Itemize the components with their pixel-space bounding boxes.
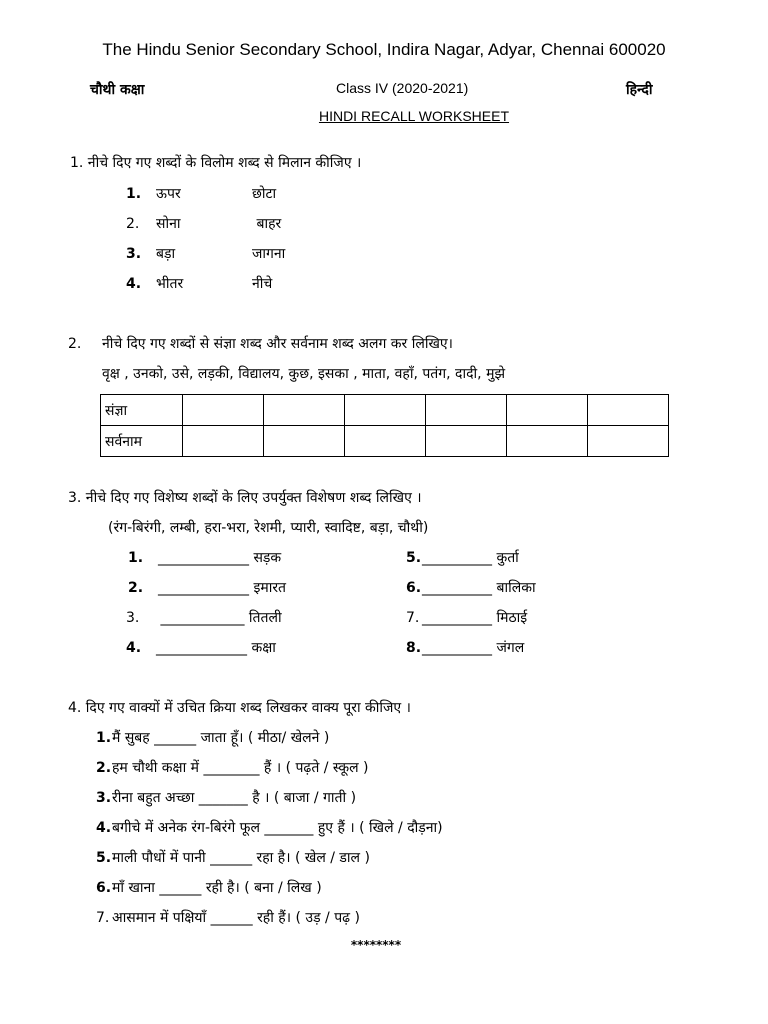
q4-sentence-num: 6.	[96, 880, 112, 896]
answer-cell[interactable]	[345, 395, 426, 426]
subject: हिन्दी	[626, 82, 653, 98]
worksheet-title	[0, 108, 768, 124]
q4-sentence-text: आसमान में पक्षियाँ ______ रही हैं। ( उड़ / पढ़ )	[112, 910, 360, 926]
q2-prompt: नीचे दिए गए शब्दों से संज्ञा शब्द और सर्वनाम शब्द अलग कर लिखिए।	[102, 336, 453, 352]
answer-cell[interactable]	[264, 426, 345, 457]
q4-sentence-text: माली पौधों में पानी ______ रहा है। ( खेल / डाल )	[112, 850, 370, 866]
q3-item-text: _____________ सड़क	[158, 550, 282, 566]
q3-item-text: _____________ कक्षा	[156, 640, 276, 656]
noun-pronoun-table	[100, 394, 669, 457]
q2-word-list: वृक्ष , उनको, उसे, लड़की, विद्यालय, कुछ, इसका , माता, वहाँ, पतंग, दादी, मुझे	[102, 366, 506, 382]
q4-sentence-text: रीना बहुत अच्छा _______ है । ( बाजा / गाती )	[112, 790, 357, 806]
q3-item-text: _____________ इमारत	[158, 580, 287, 596]
q3-item-text: __________ मिठाई	[422, 610, 528, 626]
answer-cell[interactable]	[264, 395, 345, 426]
q3-prompt: 3. नीचे दिए गए विशेष्य शब्दों के लिए उपर्युक्त विशेषण शब्द लिखिए ।	[68, 490, 422, 506]
q4-sentence	[96, 728, 329, 747]
q1-item-num: 2.	[126, 216, 140, 232]
q1-item	[126, 274, 272, 293]
q4-sentence-num: 4.	[96, 820, 112, 836]
table-row	[101, 426, 669, 457]
q1-item	[126, 214, 281, 233]
q4-sentence	[96, 908, 360, 927]
q3-item-text: __________ जंगल	[422, 640, 525, 656]
q3-item-text: __________ बालिका	[422, 580, 536, 596]
q3-item-text: ____________ तितली	[156, 610, 282, 626]
answer-cell[interactable]	[183, 426, 264, 457]
q2-number: 2.	[68, 336, 82, 352]
q1-item-match: छोटा	[252, 186, 277, 202]
q1-item-num: 1.	[126, 186, 142, 202]
q3-fill-item	[126, 638, 276, 657]
q4-sentence-text: मैं सुबह ______ जाता हूँ। ( मीठा/ खेलने )	[112, 730, 330, 746]
answer-cell[interactable]	[426, 395, 507, 426]
q1-item-word: ऊपर	[156, 186, 181, 202]
q3-fill-item	[128, 548, 281, 567]
q3-item-num: 2.	[128, 580, 144, 596]
q4-sentence-num: 5.	[96, 850, 112, 866]
q3-fill-item	[406, 548, 519, 567]
answer-cell[interactable]	[588, 395, 669, 426]
q1-item-match: बाहर	[252, 216, 282, 232]
q1-item-word: भीतर	[156, 276, 184, 292]
q3-item-num: 1.	[128, 550, 144, 566]
table-row	[101, 395, 669, 426]
q1-item	[126, 184, 276, 203]
q3-options: (रंग-बिरंगी, लम्बी, हरा-भरा, रेशमी, प्यारी, स्वादिष्ट, बड़ा, चौथी)	[108, 520, 429, 536]
q3-item-num: 3.	[126, 610, 140, 626]
q3-fill-item	[406, 578, 536, 597]
q4-prompt: 4. दिए गए वाक्यों में उचित क्रिया शब्द लिखकर वाक्य पूरा कीजिए ।	[68, 700, 411, 716]
row-label-noun: संज्ञा	[101, 395, 183, 426]
q4-sentence-num: 7.	[96, 910, 110, 926]
q1-item-match: जागना	[252, 246, 286, 262]
q4-sentence-text: हम चौथी कक्षा में ________ हैं । ( पढ़ते / स्कूल )	[112, 760, 369, 776]
q4-sentence-num: 1.	[96, 730, 112, 746]
q1-item-num: 3.	[126, 246, 142, 262]
class-hindi: चौथी कक्षा	[90, 82, 145, 98]
q1-item-num: 4.	[126, 276, 142, 292]
answer-cell[interactable]	[588, 426, 669, 457]
row-label-pronoun: सर्वनाम	[101, 426, 183, 457]
q1-prompt: 1. नीचे दिए गए शब्दों के विलोम शब्द से मिलान कीजिए ।	[70, 155, 362, 171]
q4-sentence	[96, 878, 322, 897]
q1-item-match: नीचे	[252, 276, 273, 292]
answer-cell[interactable]	[345, 426, 426, 457]
school-name: The Hindu Senior Secondary School, Indira Nagar, Adyar, Chennai 600020	[102, 40, 666, 59]
worksheet-title-text: HINDI RECALL WORKSHEET	[318, 108, 510, 124]
q3-fill-item	[406, 608, 527, 627]
q3-fill-item	[128, 578, 286, 597]
q4-sentence	[96, 758, 369, 777]
end-mark: ********	[350, 938, 402, 952]
class-english: Class IV (2020-2021)	[336, 80, 469, 96]
q4-sentence	[96, 788, 356, 807]
q1-item-word: सोना	[156, 216, 181, 232]
q3-fill-item	[406, 638, 524, 657]
q4-sentence	[96, 818, 443, 837]
q4-sentence-num: 2.	[96, 760, 112, 776]
q1-item-word: बड़ा	[156, 246, 176, 262]
q4-sentence	[96, 848, 370, 867]
answer-cell[interactable]	[507, 395, 588, 426]
q3-item-num: 7.	[406, 610, 420, 626]
q4-sentence-num: 3.	[96, 790, 112, 806]
q3-item-text: __________ कुर्ता	[422, 550, 519, 566]
q3-item-num: 8.	[406, 640, 422, 656]
answer-cell[interactable]	[426, 426, 507, 457]
answer-cell[interactable]	[183, 395, 264, 426]
q1-item	[126, 244, 285, 263]
q4-sentence-text: बगीचे में अनेक रंग-बिरंगे फूल _______ हुए हैं । ( खिले / दौड़ना)	[112, 820, 443, 836]
q3-item-num: 6.	[406, 580, 422, 596]
answer-cell[interactable]	[507, 426, 588, 457]
q3-item-num: 5.	[406, 550, 422, 566]
q3-item-num: 4.	[126, 640, 142, 656]
q3-fill-item	[126, 608, 282, 627]
q4-sentence-text: माँ खाना ______ रही है। ( बना / लिख )	[112, 880, 322, 896]
